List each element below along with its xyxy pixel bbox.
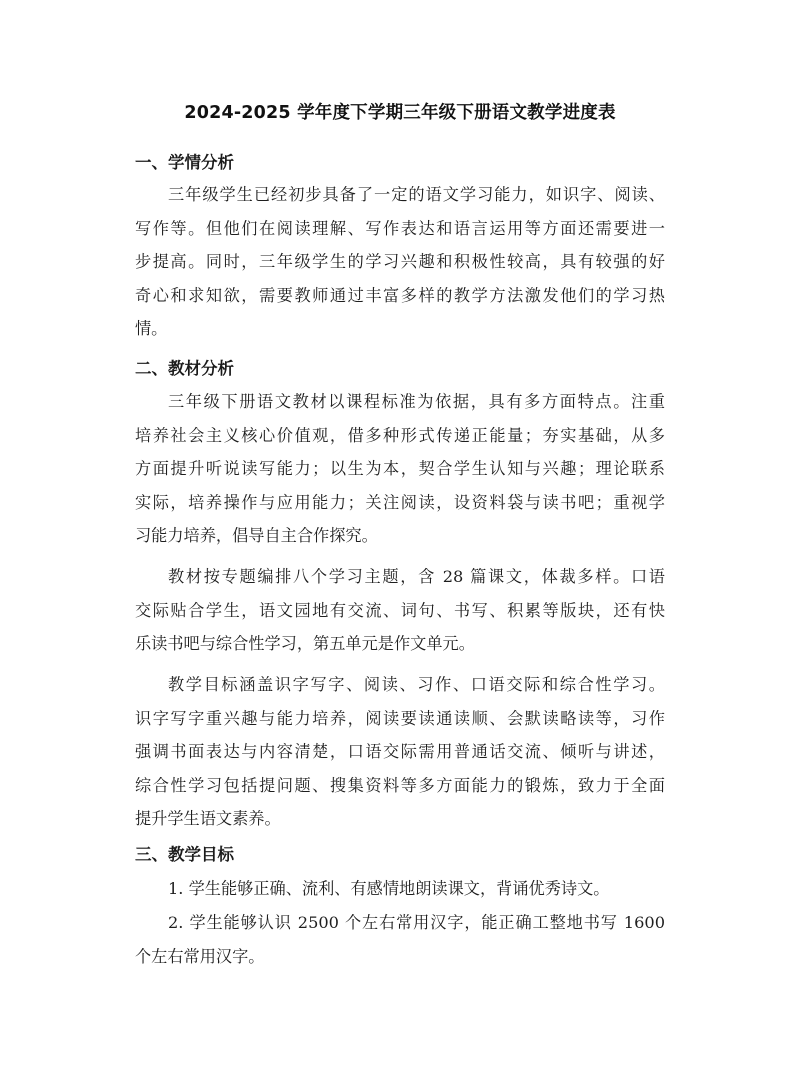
section-heading-learning-analysis: 一、学情分析 xyxy=(135,153,234,172)
section-heading-textbook-analysis: 二、教材分析 xyxy=(135,359,234,378)
paragraph-textbook-structure xyxy=(135,560,665,661)
text-line: 教材按专题编排八个学习主题，含 28 篇课文，体裁多样。口语 xyxy=(168,567,665,586)
text-line: 写作等。但他们在阅读理解、写作表达和语言运用等方面还需要进一 xyxy=(135,218,665,238)
text-line: 实际，培养操作与应用能力；关注阅读，设资料袋与读书吧；重视学 xyxy=(135,492,665,512)
goal-item-2 xyxy=(135,906,665,973)
document-title: 2024-2025 学年度下学期三年级下册语文教学进度表 xyxy=(184,103,616,123)
section-heading-teaching-goals: 三、教学目标 xyxy=(135,845,234,864)
text-line: 乐读书吧与综合性学习，第五单元是作文单元。 xyxy=(135,634,475,653)
text-line: 1. 学生能够正确、流利、有感情地朗读课文，背诵优秀诗文。 xyxy=(168,879,610,898)
text-line: 提升学生语文素养。 xyxy=(135,809,281,828)
text-line: 步提高。同时，三年级学生的学习兴趣和积极性较高，具有较强的好 xyxy=(135,252,665,271)
text-line: 识字写字重兴趣与能力培养，阅读要读通读顺、会默读略读等，习作 xyxy=(135,708,665,728)
text-line: 综合性学习包括提问题、搜集资料等多方面能力的锻炼，致力于全面 xyxy=(135,775,665,795)
text-line: 教学目标涵盖识字写字、阅读、习作、口语交际和综合性学习。 xyxy=(168,675,665,694)
text-line: 方面提升听说读写能力；以生为本，契合学生认知与兴趣；理论联系 xyxy=(135,459,665,478)
text-line: 强调书面表达与内容清楚，口语交际需用普通话交流、倾听与讲述， xyxy=(135,742,665,761)
text-line: 习能力培养，倡导自主合作探究。 xyxy=(135,526,378,545)
text-line: 个左右常用汉字。 xyxy=(135,946,265,966)
goal-item-1 xyxy=(135,872,665,906)
text-line: 奇心和求知欲，需要教师通过丰富多样的教学方法激发他们的学习热 xyxy=(135,285,665,305)
text-line: 三年级下册语文教材以课程标准为依据，具有多方面特点。注重 xyxy=(168,392,665,411)
paragraph-teaching-scope xyxy=(135,668,665,836)
paragraph-learning-analysis xyxy=(135,178,665,346)
paragraph-textbook-features xyxy=(135,385,665,553)
text-line: 三年级学生已经初步具备了一定的语文学习能力，如识字、阅读、 xyxy=(168,185,665,204)
text-line: 2. 学生能够认识 2500 个左右常用汉字，能正确工整地书写 1600 xyxy=(168,913,665,932)
text-line: 情。 xyxy=(135,319,168,338)
text-line: 交际贴合学生，语文园地有交流、词句、书写、积累等版块，还有快 xyxy=(135,600,665,620)
text-line: 培养社会主义核心价值观，借多种形式传递正能量；夯实基础，从多 xyxy=(135,425,665,445)
